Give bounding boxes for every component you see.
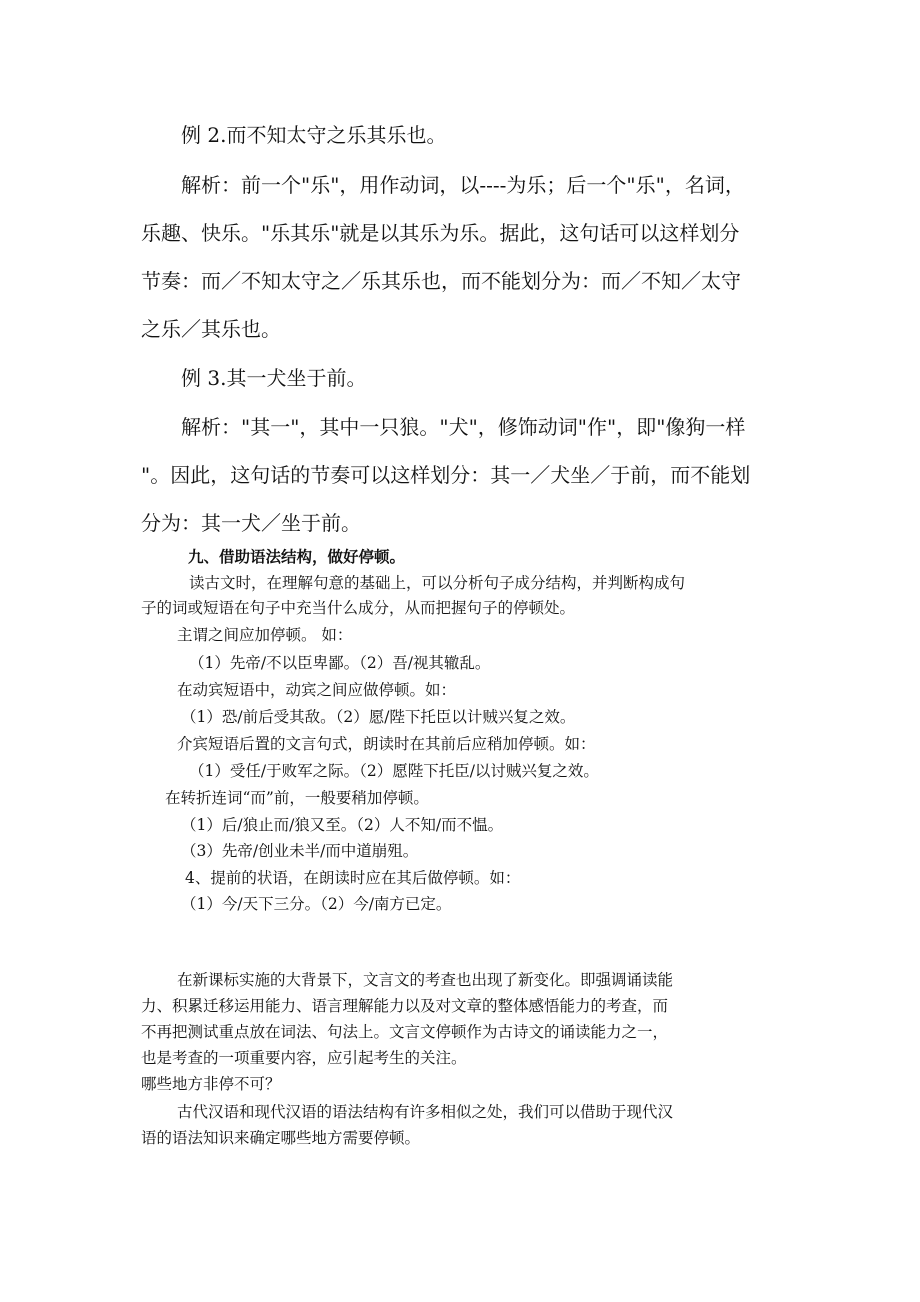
section-9-line: （1）恐/前后受其敌。（2）愿/陛下托臣以计贼兴复之效。 (181, 708, 576, 726)
example-2-analysis-line: 解析：前一个"乐"，用作动词，以----为乐；后一个"乐"，名词， (181, 173, 745, 197)
intro-paragraph-line: 古代汉语和现代汉语的语法结构有许多相似之处，我们可以借助于现代汉 (177, 1103, 674, 1121)
example-3-title: 例 3.其一犬坐于前。 (181, 366, 367, 390)
intro-paragraph-line: 力、积累迁移运用能力、语言理解能力以及对文章的整体感悟能力的考查，而 (141, 997, 669, 1015)
example-3-analysis-line: 解析："其一"，其中一只狼。"犬"，修饰动词"作"，即"像狗一样 (181, 415, 746, 439)
section-9-line: （3）先帝/创业未半/而中道崩殂。 (181, 842, 419, 860)
section-9-line: 在转折连词“而”前，一般要稍加停顿。 (165, 789, 429, 807)
example-3-analysis-line: 分为：其一犬／坐于前。 (141, 511, 361, 535)
section-9-line: 主谓之间应加停顿。 如： (177, 626, 353, 644)
section-9-line: 4、提前的状语，在朗读时应在其后做停顿。如： (185, 869, 521, 887)
section-9-line: （1）受任/于败军之际。（2）愿陛下托臣/以讨贼兴复之效。 (189, 762, 599, 780)
section-9-line: 读古文时，在理解句意的基础上，可以分析句子成分结构，并判断构成句 (189, 574, 686, 592)
intro-paragraph-line: 也是考查的一项重要内容，应引起考生的关注。 (141, 1049, 467, 1067)
example-2-title: 例 2.而不知太守之乐其乐也。 (181, 123, 447, 147)
section-9-line: （1）先帝/不以臣卑鄙。（2）吾/视其辙乱。 (189, 654, 491, 672)
intro-paragraph-line: 语的语法知识来确定哪些地方需要停顿。 (141, 1129, 421, 1147)
example-3-analysis-line: "。因此，这句话的节奏可以这样划分：其一／犬坐／于前，而不能划 (141, 463, 751, 487)
section-9-line: 在动宾短语中，动宾之间应做停顿。如： (177, 681, 457, 699)
section-9-line: （1）后/狼止而/狼又至。（2）人不知/而不愠。 (181, 816, 504, 834)
section-9-line: 子的词或短语在句子中充当什么成分，从而把握句子的停顿处。 (141, 599, 576, 617)
example-2-analysis-line: 之乐／其乐也。 (141, 317, 281, 341)
intro-paragraph-line: 不再把测试重点放在词法、句法上。文言文停顿作为古诗文的诵读能力之一， (141, 1023, 669, 1041)
question-heading: 哪些地方非停不可？ (141, 1075, 281, 1093)
intro-paragraph-line: 在新课标实施的大背景下，文言文的考查也出现了新变化。即强调诵读能 (177, 971, 674, 989)
section-9-line: 介宾短语后置的文言句式，朗读时在其前后应稍加停顿。如： (177, 735, 596, 753)
section-9-heading: 九、借助语法结构，做好停顿。 (188, 547, 406, 566)
section-9-line: （1）今/天下三分。（2）今/南方已定。 (181, 895, 452, 913)
example-2-analysis-line: 乐趣、快乐。"乐其乐"就是以其乐为乐。据此，这句话可以这样划分 (141, 221, 740, 245)
example-2-analysis-line: 节奏：而／不知太守之／乐其乐也，而不能划分为：而／不知／太守 (141, 269, 741, 293)
